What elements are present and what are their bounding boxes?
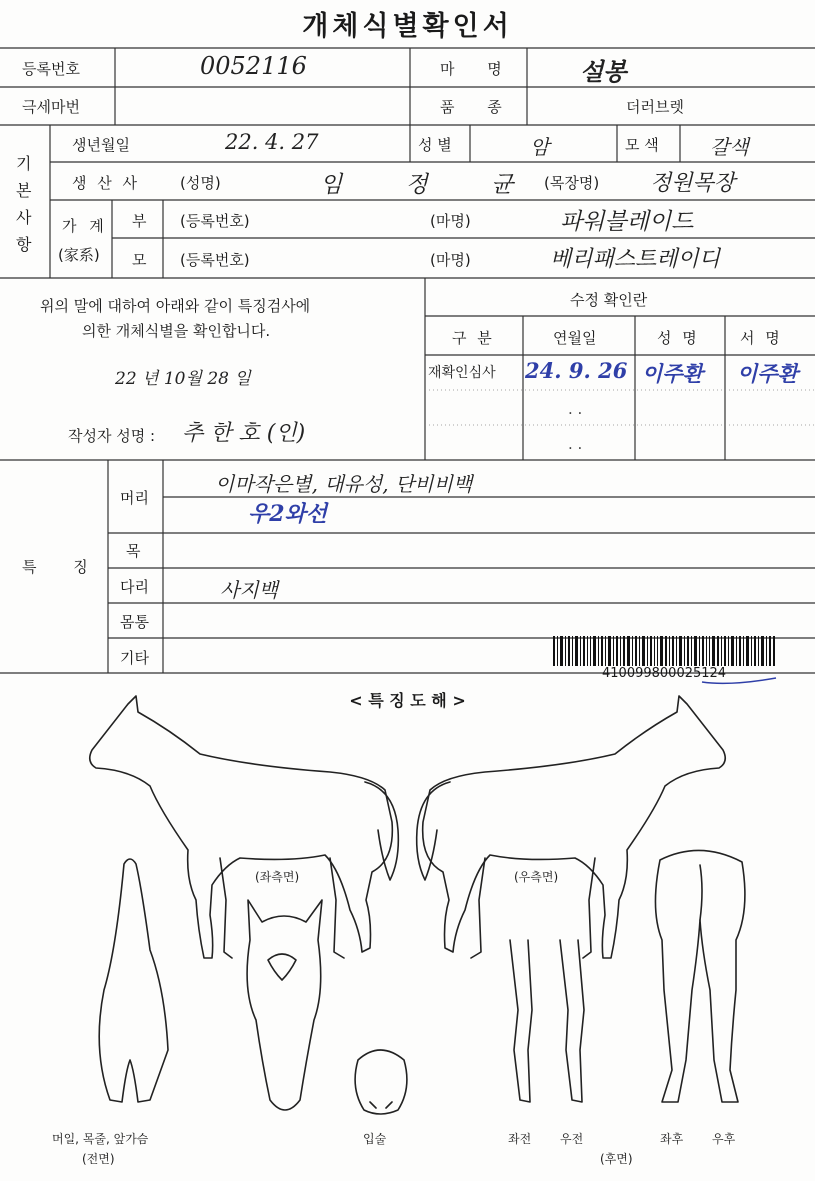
- right-hind-caption: 우후: [712, 1132, 736, 1146]
- diagram-title: < 특 징 도 해 >: [349, 691, 466, 710]
- right-side-horse-drawing: [417, 696, 726, 958]
- breed-label: 품 종: [440, 98, 516, 116]
- horse-name-label: 마 명: [440, 60, 516, 78]
- right-side-caption: (우측면): [514, 870, 559, 884]
- muzzle-drawing: [355, 1050, 407, 1114]
- revision-col-date: 연월일: [553, 329, 597, 347]
- basic-section-label: 기본사항: [16, 154, 32, 254]
- revision-row1-name: 이주환: [642, 361, 703, 386]
- writer-label: 작성자 성명 :: [68, 427, 156, 445]
- revision-row3-dots: . .: [568, 435, 583, 453]
- neck-label: 목: [126, 542, 141, 560]
- dam-label: 모: [132, 251, 147, 269]
- sire-name-label: (마명): [430, 212, 471, 230]
- dam-name-value: 베리패스트레이디: [550, 247, 721, 272]
- sex-label: 성 별: [418, 136, 452, 154]
- revision-row1-date: 24. 9. 26: [525, 358, 628, 383]
- leg-value: 사지백: [220, 578, 278, 602]
- sire-name-value: 파워블레이드: [560, 209, 694, 235]
- sex-value: 암: [530, 135, 550, 159]
- birth-label: 생년월일: [72, 136, 130, 154]
- writer-value: 추 한 호 (인): [182, 421, 306, 446]
- producer-label: 생 산 사: [72, 174, 141, 192]
- right-fore-caption: 우전: [560, 1132, 584, 1146]
- left-side-horse-drawing: [90, 696, 399, 958]
- ranch-label: (목장명): [544, 174, 600, 192]
- barcode-underline-stroke: [700, 672, 780, 688]
- producer-name-label: (성명): [180, 174, 221, 192]
- body-label: 몸통: [120, 613, 149, 631]
- birth-value: 22. 4. 27: [225, 130, 319, 154]
- left-hind-caption: 좌후: [660, 1132, 684, 1146]
- head-front-drawing: [247, 900, 322, 1110]
- left-side-caption: (좌측면): [255, 870, 300, 884]
- statement-line2: 의한 개체식별을 확인합니다.: [82, 322, 271, 340]
- color-label: 모 색: [625, 136, 659, 154]
- document-title: 개체식별확인서: [302, 11, 513, 42]
- head-label: 머리: [120, 489, 149, 507]
- dam-reg-label: (등록번호): [180, 251, 250, 269]
- leg-label: 다리: [120, 578, 149, 596]
- color-value: 갈색: [710, 135, 749, 159]
- breed-value: 더러브렛: [626, 98, 684, 116]
- reg-label: 등록번호: [22, 60, 80, 78]
- sire-reg-label: (등록번호): [180, 212, 250, 230]
- revision-col-name: 성 명: [657, 329, 700, 347]
- front-label: (전면): [82, 1152, 115, 1166]
- muzzle-caption: 입술: [363, 1132, 387, 1146]
- rear-view-drawing: [655, 850, 744, 1102]
- confirm-date: 22 년 10월 28 일: [115, 369, 251, 389]
- statement-line1: 위의 말에 대하여 아래와 같이 특징검사에: [40, 297, 311, 315]
- barcode-image: [553, 636, 775, 666]
- revision-row1-sign: 이주환: [737, 361, 798, 386]
- ranch-value: 정원목장: [650, 171, 736, 196]
- revision-row1-type: 재확인심사: [428, 365, 496, 381]
- reg-value: 0052116: [200, 52, 307, 80]
- revision-title: 수정 확인란: [570, 291, 648, 309]
- front-caption: 머일, 목줄, 앞가슴: [52, 1132, 149, 1146]
- revision-col-sign: 서 명: [740, 329, 783, 347]
- features-section-label: 특 징: [22, 558, 104, 576]
- revision-col-type: 구 분: [452, 329, 495, 347]
- left-fore-caption: 좌전: [508, 1132, 532, 1146]
- other-label: 기타: [120, 649, 149, 667]
- dam-name-label: (마명): [430, 251, 471, 269]
- head-line1: 이마작은별, 대유성, 단비비백: [215, 472, 473, 496]
- barcode-number: 410099800025124: [602, 666, 727, 681]
- pedigree-label: 가 계: [62, 217, 108, 235]
- sire-label: 부: [132, 212, 147, 230]
- head-line2: 우2와선: [248, 501, 328, 527]
- rear-label: (후면): [600, 1152, 633, 1166]
- producer-name-value: 임 정 균: [320, 172, 542, 198]
- front-legs-drawing: [510, 940, 584, 1102]
- pedigree-hanja: (家系): [58, 246, 100, 264]
- front-chest-drawing: [99, 859, 168, 1102]
- horse-name-value: 설봉: [580, 57, 627, 86]
- revision-row2-dots: . .: [568, 400, 583, 418]
- horse-diagrams: [0, 690, 815, 1130]
- microchip-label: 극세마번: [22, 98, 80, 116]
